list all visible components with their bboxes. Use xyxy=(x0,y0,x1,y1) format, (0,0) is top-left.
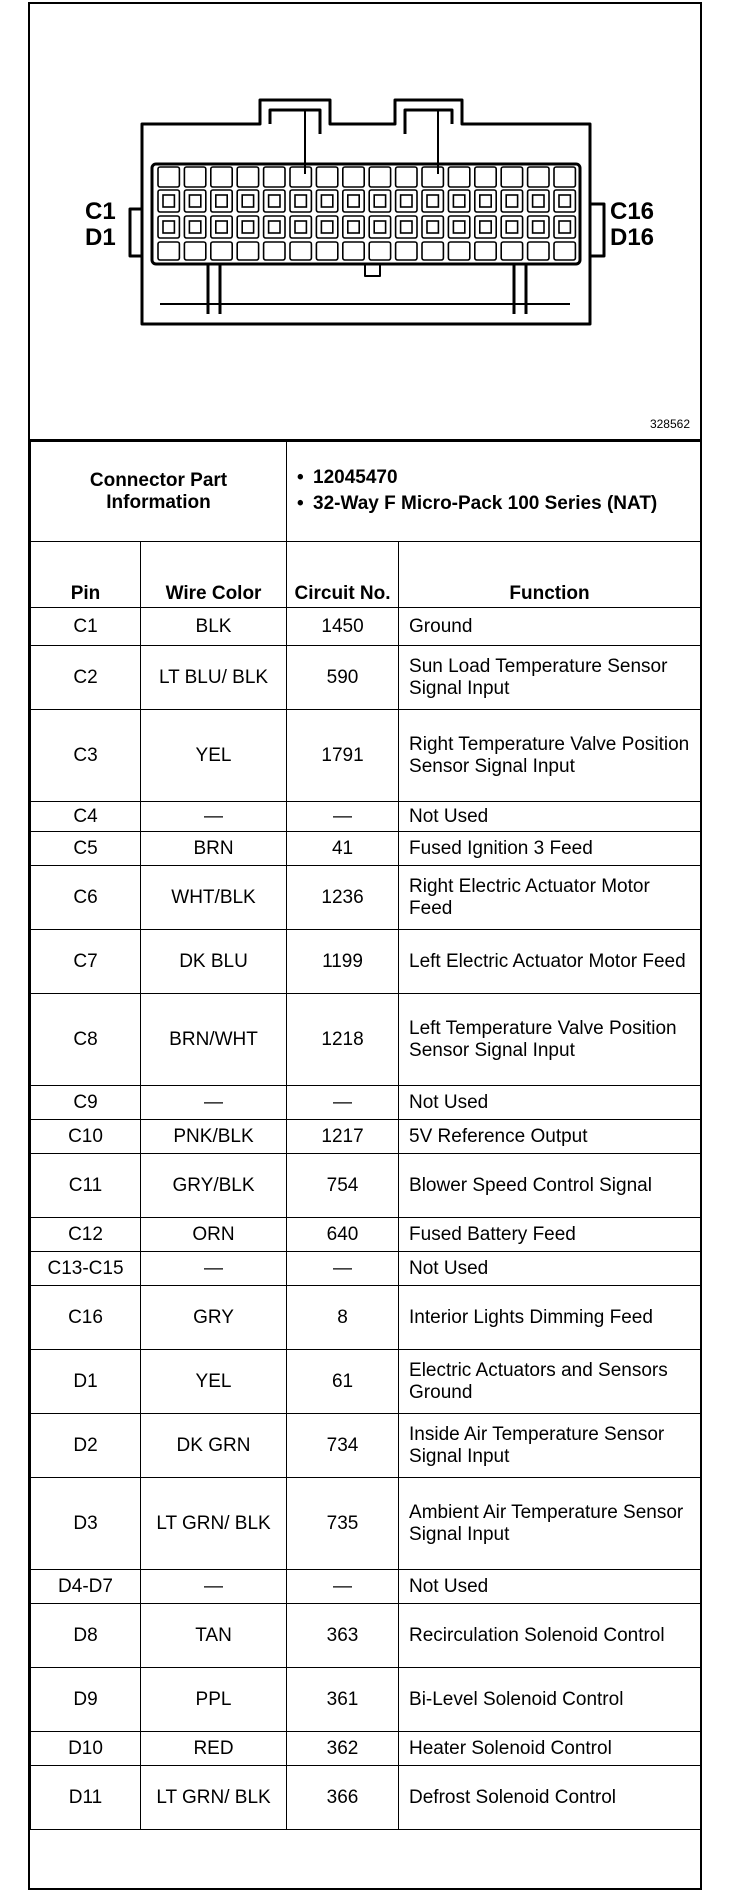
table-row xyxy=(31,930,701,994)
table-row xyxy=(31,1218,701,1252)
function-cell: Not Used xyxy=(399,1570,701,1604)
wire-color-cell: PPL xyxy=(141,1668,287,1732)
pin-cavity xyxy=(158,216,179,238)
table-row xyxy=(31,646,701,710)
pin-cavity xyxy=(343,242,364,260)
pin-cavity xyxy=(369,216,390,238)
pin-cavity xyxy=(211,190,232,212)
pin-cavity xyxy=(316,216,337,238)
pin-cell: C13-C15 xyxy=(31,1252,141,1286)
wire-color-cell: YEL xyxy=(141,710,287,802)
pin-cavity xyxy=(264,167,285,187)
table-row xyxy=(31,1570,701,1604)
pin-cavity xyxy=(501,216,522,238)
function-cell: Fused Battery Feed xyxy=(399,1218,701,1252)
table-row xyxy=(31,1350,701,1414)
pin-cavity xyxy=(237,190,258,212)
function-cell: Heater Solenoid Control xyxy=(399,1732,701,1766)
pin-terminal xyxy=(480,221,491,233)
wire-color-cell: GRY/BLK xyxy=(141,1154,287,1218)
pin-cell: C16 xyxy=(31,1286,141,1350)
wire-color-cell: LT GRN/ BLK xyxy=(141,1766,287,1830)
pin-cavity xyxy=(528,216,549,238)
pin-label-d16: D16 xyxy=(610,224,655,251)
pin-terminal xyxy=(295,221,306,233)
pin-cavity xyxy=(264,190,285,212)
pin-cell: D2 xyxy=(31,1414,141,1478)
wire-color-cell: — xyxy=(141,1252,287,1286)
pin-cavity xyxy=(158,242,179,260)
pin-cavity xyxy=(343,167,364,187)
pin-cavity xyxy=(211,242,232,260)
wire-color-cell: LT GRN/ BLK xyxy=(141,1478,287,1570)
pin-cavity xyxy=(554,167,575,187)
pin-terminal xyxy=(269,221,280,233)
pin-cavity xyxy=(396,242,417,260)
table-row xyxy=(31,1732,701,1766)
circuit-cell: — xyxy=(287,802,399,832)
connector-info-item: • 32-Way F Micro-Pack 100 Series (NAT) xyxy=(293,493,694,515)
pin-terminal xyxy=(533,221,544,233)
function-cell: Defrost Solenoid Control xyxy=(399,1766,701,1830)
pin-cavity xyxy=(211,216,232,238)
table-row xyxy=(31,1766,701,1830)
pin-terminal xyxy=(242,195,253,207)
function-cell: Interior Lights Dimming Feed xyxy=(399,1286,701,1350)
table-row xyxy=(31,866,701,930)
pin-cavity xyxy=(237,242,258,260)
pin-cavity xyxy=(290,167,311,187)
pin-cavity xyxy=(343,190,364,212)
wire-color-cell: WHT/BLK xyxy=(141,866,287,930)
circuit-cell: 734 xyxy=(287,1414,399,1478)
pin-cell: C12 xyxy=(31,1218,141,1252)
header-pin: Pin xyxy=(31,542,141,608)
pin-terminal xyxy=(321,221,332,233)
wire-color-cell: PNK/BLK xyxy=(141,1120,287,1154)
function-cell: Bi-Level Solenoid Control xyxy=(399,1668,701,1732)
function-cell: Electric Actuators and Sensors Ground xyxy=(399,1350,701,1414)
pin-terminal xyxy=(427,221,438,233)
pin-terminal xyxy=(189,195,200,207)
function-cell: Not Used xyxy=(399,1086,701,1120)
pin-terminal xyxy=(401,221,412,233)
pin-cavity xyxy=(501,167,522,187)
circuit-cell: 1199 xyxy=(287,930,399,994)
table-row xyxy=(31,802,701,832)
circuit-cell: 61 xyxy=(287,1350,399,1414)
wire-color-cell: — xyxy=(141,1570,287,1604)
pin-cavity xyxy=(475,190,496,212)
circuit-cell: — xyxy=(287,1252,399,1286)
wire-color-cell: ORN xyxy=(141,1218,287,1252)
table-row xyxy=(31,1120,701,1154)
pin-terminal xyxy=(401,195,412,207)
connector-info-items xyxy=(287,442,701,542)
function-cell: Ambient Air Temperature Sensor Signal Input xyxy=(399,1478,701,1570)
circuit-cell: 1218 xyxy=(287,994,399,1086)
pin-cavity xyxy=(264,242,285,260)
pin-cavity xyxy=(422,167,443,187)
function-cell: Not Used xyxy=(399,1252,701,1286)
circuit-cell: 41 xyxy=(287,832,399,866)
pin-cavity xyxy=(475,242,496,260)
table-row xyxy=(31,1414,701,1478)
pin-cell: C3 xyxy=(31,710,141,802)
circuit-cell: — xyxy=(287,1086,399,1120)
pin-cavity xyxy=(237,216,258,238)
connector-info-row xyxy=(31,442,701,542)
table-row xyxy=(31,1668,701,1732)
circuit-cell: 1236 xyxy=(287,866,399,930)
circuit-cell: 735 xyxy=(287,1478,399,1570)
pin-cavity xyxy=(475,216,496,238)
pin-cell: C8 xyxy=(31,994,141,1086)
pin-cavity xyxy=(343,216,364,238)
connector-sheet xyxy=(28,2,702,1890)
pin-terminal xyxy=(559,195,570,207)
pin-cavity xyxy=(290,242,311,260)
header-wire-color: Wire Color xyxy=(141,542,287,608)
pin-terminal xyxy=(453,221,464,233)
table-row xyxy=(31,832,701,866)
pin-cavity xyxy=(158,190,179,212)
connector-info-item: • 12045470 xyxy=(293,467,694,489)
table-row xyxy=(31,710,701,802)
circuit-cell: 362 xyxy=(287,1732,399,1766)
pin-cavity xyxy=(528,242,549,260)
wire-color-cell: RED xyxy=(141,1732,287,1766)
connector-drawing xyxy=(30,4,700,439)
pin-cavity xyxy=(396,190,417,212)
pin-cavity xyxy=(237,167,258,187)
pin-cell: D4-D7 xyxy=(31,1570,141,1604)
function-cell: Left Electric Actuator Motor Feed xyxy=(399,930,701,994)
pin-terminal xyxy=(427,195,438,207)
function-cell: Blower Speed Control Signal xyxy=(399,1154,701,1218)
pin-terminal xyxy=(506,221,517,233)
pin-terminal xyxy=(348,195,359,207)
pin-cavity xyxy=(369,190,390,212)
pin-cavity xyxy=(369,167,390,187)
function-cell: Not Used xyxy=(399,802,701,832)
function-cell: Left Temperature Valve Position Sensor Signal Input xyxy=(399,994,701,1086)
pin-cavity xyxy=(396,167,417,187)
table-row xyxy=(31,1604,701,1668)
wire-color-cell: GRY xyxy=(141,1286,287,1350)
circuit-cell: 361 xyxy=(287,1668,399,1732)
pin-cavity xyxy=(290,190,311,212)
function-cell: Inside Air Temperature Sensor Signal Input xyxy=(399,1414,701,1478)
pin-cavity xyxy=(396,216,417,238)
pin-cavity xyxy=(528,167,549,187)
pin-terminal xyxy=(189,221,200,233)
circuit-cell: 590 xyxy=(287,646,399,710)
table-row xyxy=(31,1478,701,1570)
header-row xyxy=(31,542,701,608)
pin-cavity xyxy=(422,216,443,238)
table-row xyxy=(31,994,701,1086)
pin-cavity xyxy=(448,242,469,260)
table-row xyxy=(31,1286,701,1350)
pin-cavity xyxy=(158,167,179,187)
pin-cavity xyxy=(422,190,443,212)
pin-cavity xyxy=(554,190,575,212)
circuit-cell: 754 xyxy=(287,1154,399,1218)
circuit-cell: 1450 xyxy=(287,608,399,646)
pin-cavity xyxy=(501,190,522,212)
pin-cell: C10 xyxy=(31,1120,141,1154)
pin-terminal xyxy=(374,195,385,207)
pin-cavity xyxy=(501,242,522,260)
function-cell: Recirculation Solenoid Control xyxy=(399,1604,701,1668)
wire-color-cell: LT BLU/ BLK xyxy=(141,646,287,710)
pin-cell: C2 xyxy=(31,646,141,710)
wire-color-cell: BLK xyxy=(141,608,287,646)
pin-cavity xyxy=(448,216,469,238)
circuit-cell: 8 xyxy=(287,1286,399,1350)
pin-cell: D11 xyxy=(31,1766,141,1830)
pin-cavity xyxy=(448,190,469,212)
function-cell: Right Temperature Valve Position Sensor Signal Input xyxy=(399,710,701,802)
pin-cavity xyxy=(554,242,575,260)
table-row xyxy=(31,1086,701,1120)
pin-cavity xyxy=(184,167,205,187)
pin-terminal xyxy=(242,221,253,233)
pin-terminal xyxy=(374,221,385,233)
header-circuit-no: Circuit No. xyxy=(287,542,399,608)
wire-color-cell: DK BLU xyxy=(141,930,287,994)
pin-cell: D3 xyxy=(31,1478,141,1570)
pin-cavity xyxy=(316,190,337,212)
pin-cavity xyxy=(448,167,469,187)
pin-cell: C11 xyxy=(31,1154,141,1218)
pin-terminal xyxy=(348,221,359,233)
wire-color-cell: YEL xyxy=(141,1350,287,1414)
pin-cell: D1 xyxy=(31,1350,141,1414)
function-cell: Ground xyxy=(399,608,701,646)
connector-info-label: Connector Part Information xyxy=(31,442,287,542)
pin-terminal xyxy=(216,221,227,233)
pin-terminal xyxy=(533,195,544,207)
pin-cavity xyxy=(211,167,232,187)
pin-terminal xyxy=(269,195,280,207)
circuit-cell: 1791 xyxy=(287,710,399,802)
wire-color-cell: BRN/WHT xyxy=(141,994,287,1086)
circuit-cell: 366 xyxy=(287,1766,399,1830)
pin-cell: D10 xyxy=(31,1732,141,1766)
table-row xyxy=(31,1252,701,1286)
circuit-cell: 1217 xyxy=(287,1120,399,1154)
pin-terminal xyxy=(506,195,517,207)
pin-cavity xyxy=(184,242,205,260)
wire-color-cell: TAN xyxy=(141,1604,287,1668)
pin-terminal xyxy=(216,195,227,207)
pin-terminal xyxy=(559,221,570,233)
pin-cavity xyxy=(316,167,337,187)
connector-diagram xyxy=(30,4,700,441)
circuit-cell: — xyxy=(287,1570,399,1604)
wire-color-cell: — xyxy=(141,1086,287,1120)
pin-label-c1: C1 xyxy=(85,198,116,225)
table-row xyxy=(31,1154,701,1218)
circuit-cell: 640 xyxy=(287,1218,399,1252)
pin-cavity xyxy=(554,216,575,238)
pin-cell: C5 xyxy=(31,832,141,866)
function-cell: 5V Reference Output xyxy=(399,1120,701,1154)
wire-color-cell: DK GRN xyxy=(141,1414,287,1478)
wire-color-cell: BRN xyxy=(141,832,287,866)
header-function: Function xyxy=(399,542,701,608)
pin-cell: C6 xyxy=(31,866,141,930)
pin-cavity xyxy=(184,216,205,238)
pin-cavity xyxy=(290,216,311,238)
wire-color-cell: — xyxy=(141,802,287,832)
pin-terminal xyxy=(163,221,174,233)
pin-label-d1: D1 xyxy=(85,224,116,251)
pin-cell: C7 xyxy=(31,930,141,994)
pin-cavity xyxy=(184,190,205,212)
pin-cavity xyxy=(475,167,496,187)
pin-cell: C4 xyxy=(31,802,141,832)
pin-cell: D8 xyxy=(31,1604,141,1668)
pin-cell: C1 xyxy=(31,608,141,646)
pin-cavity xyxy=(264,216,285,238)
pin-terminal xyxy=(163,195,174,207)
table-row xyxy=(31,608,701,646)
pin-cavity xyxy=(528,190,549,212)
pinout-table xyxy=(30,441,701,1830)
pin-cavity xyxy=(316,242,337,260)
pin-terminal xyxy=(480,195,491,207)
pin-terminal xyxy=(321,195,332,207)
function-cell: Right Electric Actuator Motor Feed xyxy=(399,866,701,930)
function-cell: Fused Ignition 3 Feed xyxy=(399,832,701,866)
circuit-cell: 363 xyxy=(287,1604,399,1668)
pin-cavity xyxy=(422,242,443,260)
pin-cavity xyxy=(369,242,390,260)
pin-cell: D9 xyxy=(31,1668,141,1732)
pin-label-c16: C16 xyxy=(610,198,655,225)
pin-terminal xyxy=(453,195,464,207)
pin-terminal xyxy=(295,195,306,207)
pin-cell: C9 xyxy=(31,1086,141,1120)
function-cell: Sun Load Temperature Sensor Signal Input xyxy=(399,646,701,710)
figure-id: 328562 xyxy=(649,417,690,431)
